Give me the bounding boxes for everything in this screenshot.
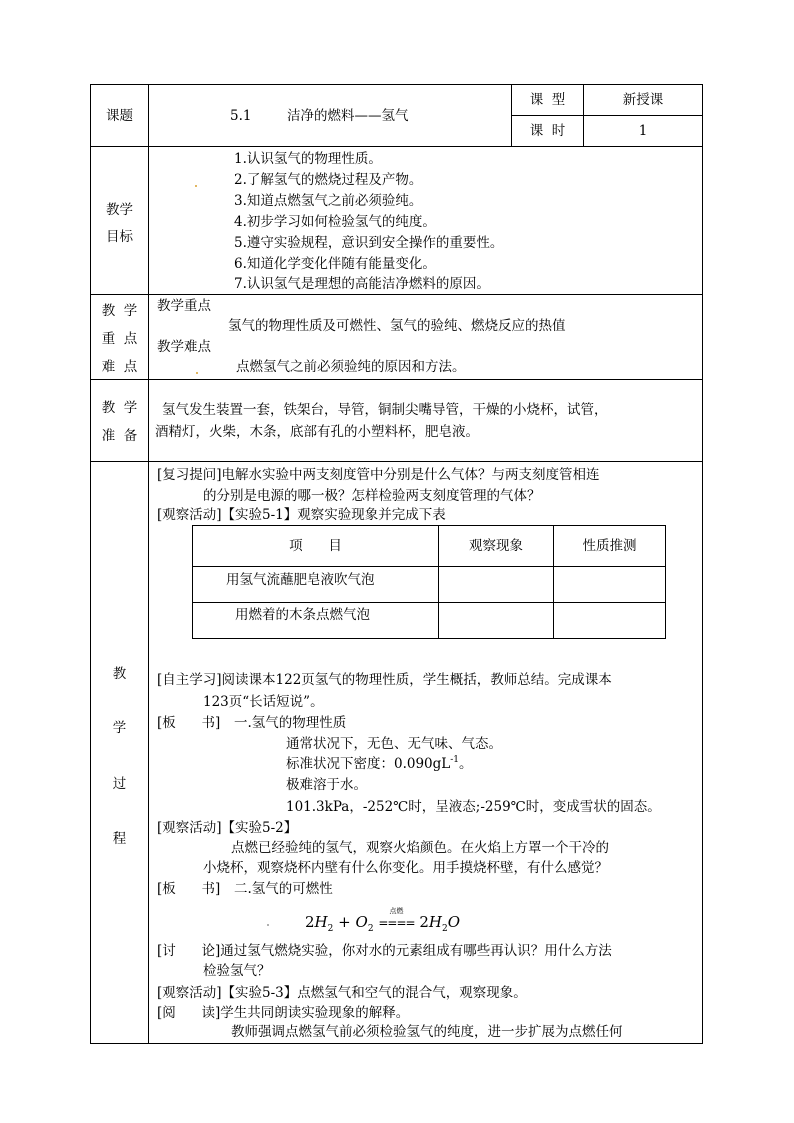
property-2	[286, 754, 473, 776]
property-3: 极难溶于水。	[286, 777, 367, 793]
hours-value: 1	[638, 123, 648, 139]
eq-h2: H	[428, 913, 442, 931]
topic-label: 课题	[106, 108, 133, 124]
objective-item: 1.认识氢气的物理性质。	[234, 151, 382, 167]
obs-rule	[192, 638, 666, 639]
obs-header-item: 项 目	[289, 538, 342, 554]
eq-equals: ====	[378, 916, 415, 930]
table-row: 用氢气流蘸肥皂液吹气泡	[226, 572, 375, 588]
prep-line-2: 酒精灯，火柴，木条，底部有孔的小塑料杯，肥皂液。	[155, 424, 479, 440]
process-label-4: 程	[112, 831, 127, 847]
difficult-title: 教学难点	[157, 339, 211, 355]
obs-header-inference: 性质推测	[582, 538, 637, 554]
property-2-end: 。	[459, 756, 473, 772]
combustion-equation	[305, 907, 461, 935]
property-2-text: 标准状况下密度：0.090gL	[286, 756, 451, 772]
self-study-l1: [自主学习]阅读课本122页氢气的物理性质，学生概括，教师总结。完成课本	[157, 672, 612, 688]
objective-item: 5.遵守实验规程，意识到安全操作的重要性。	[234, 235, 504, 251]
objective-item: 2.了解氢气的燃烧过程及产物。	[234, 172, 423, 188]
keypoints-label-3: 难 点	[101, 359, 138, 375]
discussion-l2: 检验氢气？	[203, 963, 271, 979]
eq-o2: O	[447, 913, 461, 931]
experiment-2-l2: 小烧杯，观察烧杯内壁有什么你变化。用手摸烧杯壁，有什么感觉？	[203, 860, 608, 876]
objective-item: 3.知道点燃氢气之前必须验纯。	[234, 193, 423, 209]
eq-h2-sub: 2	[441, 924, 448, 934]
key-text: 氢气的物理性质及可燃性、氢气的验纯、燃烧反应的热值	[228, 318, 566, 334]
eq-arrow	[378, 907, 415, 933]
experiment-2-l1: 点燃已经验纯的氢气，观察火焰颜色。在火焰上方罩一个干冷的	[231, 840, 609, 856]
hours-label: 课 时	[529, 123, 566, 139]
board-note-2-prefix: [板 书]	[157, 881, 221, 897]
objective-item: 7.认识氢气是理想的高能洁净燃料的原因。	[234, 276, 490, 292]
property-4: 101.3kPa，-252℃时，呈液态;-259℃时，变成雪状的固态。	[286, 799, 661, 815]
stray-mark	[196, 372, 198, 374]
board-note-2-title: 二.氢气的可燃性	[234, 881, 333, 897]
obs-rule	[192, 566, 666, 567]
objectives-label-2: 目标	[106, 229, 133, 245]
observe-activity-2: [观察活动]【实验5-2】	[157, 820, 298, 836]
rule-header-bottom	[90, 146, 703, 147]
key-title: 教学重点	[157, 298, 211, 314]
topic-number: 5.1	[230, 108, 252, 124]
topic-title: 洁净的燃料——氢气	[287, 108, 409, 124]
prep-line-1: 氢气发生装置一套，铁架台，导管，铜制尖嘴导管，干燥的小烧杯，试管，	[162, 402, 608, 418]
eq-o: O	[355, 913, 368, 931]
table-row: 用燃着的木条点燃气泡	[235, 607, 370, 623]
objectives-label-1: 教学	[106, 202, 133, 218]
prep-label-2: 准 备	[101, 428, 138, 444]
keypoints-label-2: 重 点	[101, 331, 138, 347]
property-2-exponent: -1	[450, 755, 460, 765]
teacher-emphasis: 教师强调点燃氢气前必须检验氢气的纯度，进一步扩展为点燃任何	[231, 1024, 623, 1040]
self-study-l2: 123页“长话短说”。	[203, 694, 324, 710]
stray-mark	[267, 924, 269, 926]
reading: [阅 读]学生共同朗读实验现象的解释。	[157, 1005, 410, 1021]
objective-item: 4.初步学习如何检验氢气的纯度。	[234, 214, 436, 230]
process-label-2: 学	[112, 720, 127, 736]
process-label-3: 过	[112, 776, 127, 792]
board-note-1-title: 一.氢气的物理性质	[234, 715, 347, 731]
obs-rule	[192, 602, 666, 603]
type-value: 新授课	[622, 92, 664, 108]
property-1: 通常状况下，无色、无气味、气态。	[286, 736, 502, 752]
observe-activity-3: [观察活动]【实验5-3】点燃氢气和空气的混合气，观察现象。	[157, 985, 527, 1001]
review-question-l1: [复习提问]电解水实验中两支刻度管中分别是什么气体？与两支刻度管相连	[157, 467, 600, 483]
rule-right	[702, 84, 703, 1044]
discussion-l1: [讨 论]通过氢气燃烧实验，你对水的元素组成有哪些再认识？用什么方法	[157, 943, 612, 959]
eq-coef-2: 2	[419, 913, 429, 931]
objective-item: 6.知道化学变化伴随有能量变化。	[234, 256, 436, 272]
rule-top	[90, 84, 703, 85]
stray-mark	[195, 185, 197, 187]
prep-label-1: 教 学	[101, 400, 138, 416]
review-question-l2: 的分别是电源的哪一极？怎样检验两支刻度管理的气体？	[203, 488, 541, 504]
eq-h-sub: 2	[327, 924, 334, 934]
obs-header-phenomenon: 观察现象	[469, 538, 523, 554]
difficult-text: 点燃氢气之前必须验纯的原因和方法。	[236, 359, 466, 375]
type-label: 课 型	[529, 92, 566, 108]
rule-keypoints-bottom	[90, 379, 703, 380]
rule-objectives-bottom	[90, 294, 703, 295]
eq-coef-1: 2	[305, 913, 315, 931]
obs-rule	[192, 525, 666, 526]
rule-bottom	[90, 1043, 703, 1044]
rule-label-col	[148, 84, 149, 1044]
obs-rule	[665, 525, 666, 639]
observe-activity-1: [观察活动]【实验5-1】观察实验现象并完成下表	[157, 507, 446, 523]
process-label-1: 教	[112, 666, 127, 682]
keypoints-label-1: 教 学	[101, 303, 138, 319]
eq-o-sub: 2	[367, 924, 374, 934]
board-note-1-prefix: [板 书]	[157, 715, 221, 731]
eq-h: H	[314, 913, 328, 931]
rule-prep-bottom	[90, 461, 703, 462]
eq-condition: 点燃	[389, 907, 404, 915]
eq-plus: +	[338, 913, 351, 931]
rule-type-hours	[511, 115, 703, 116]
